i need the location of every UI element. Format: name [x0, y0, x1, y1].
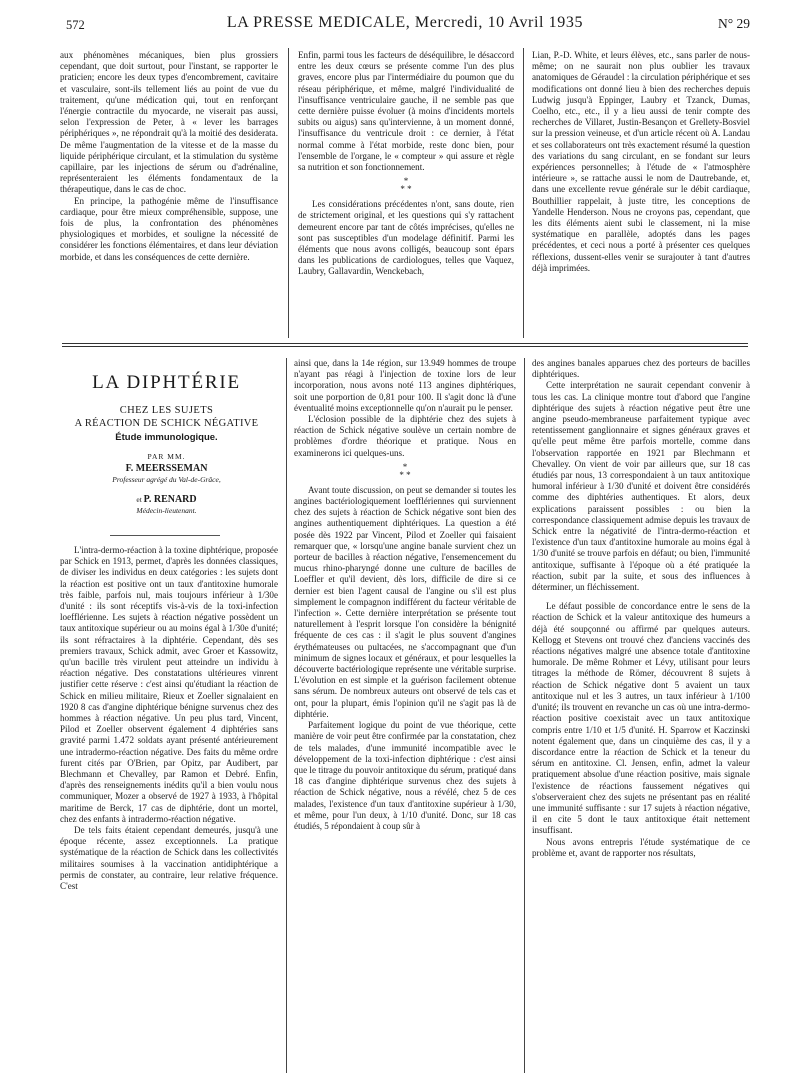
- top-column-2: [298, 50, 514, 340]
- paragraph: De tels faits étaient cependant demeurés, jusqu'à une époque récente, assez exceptionnels. La pratique systématique de la réaction de Schick dans les collectivités militaires soumises à la vaccination antidiphtérique a permis de constater, au contraire, leur relative fréquence. C'est: [60, 825, 278, 892]
- running-header: [60, 14, 750, 36]
- column-rule: [286, 358, 287, 1073]
- author-2-role: Médecin-lieutenant.: [136, 506, 197, 515]
- paragraph: Nous avons entrepris l'étude systématique de ce problème et, avant de rapporter nos résultats,: [532, 836, 750, 858]
- paragraph: En principe, la pathogénie même de l'insuffisance cardiaque, pour être mieux compréhensible, suppose, une fois de plus, la confrontation des phénomènes physiologiques et morbides, et souligne la nécessité de considérer les fonctions élémentaires, et dans leur déviation morbide, et dans les conséquences de cette dernière.: [60, 195, 278, 262]
- paragraph: Enfin, parmi tous les facteurs de déséquilibre, le désaccord entre les deux cœurs se présente comme l'un des plus graves, encore plus par l'intermédiaire du poumon que du réseau périphérique, et même, malgré l'individualité de l'insuffisance ventriculaire gauche, il ne semble pas que cette dernière puisse évoluer (à moins d'incidents mortels subits ou aigus) sans qu'intervienne, à un moment donné, l'insuffisance du ventricule droit : ce dernier, à l'état normal comme à l'état morbide, reste donc bien, pour l'ensemble de l'organe, le « compteur » qui assure et règle sa nutrition et son fonctionnement.: [298, 50, 514, 173]
- paragraph: aux phénomènes mécaniques, bien plus grossiers cependant, que doit surtout, pour l'instant, se rapporter le praticien; encore les deux types d'encombrement, cavitaire et vasculaire, sont-ils tellement liés au point de vue du traitement, qu'une médication qui, tout en renforçant l'énergie contractile du myocarde, ne viserait pas aussi, selon l'expression de Peter, à « lever les barrages périphériques », ne répondrait qu'à la moitié des desiderata. De même l'augmentation de la vitesse et de la masse du liquide périphérique circulant, et la stimulation du système capillaire, par les injections de sérum ou d'adrénaline, représenteraient les éléments fondamentaux de la thérapeutique, dans le cas de choc.: [60, 50, 278, 195]
- article-title: LA DIPHTÉRIE: [92, 372, 241, 393]
- column-rule: [288, 48, 289, 338]
- author-1: F. MEERSSEMAN: [125, 463, 208, 474]
- article-column-2: [294, 358, 516, 1075]
- paragraph: Le défaut possible de concordance entre le sens de la réaction de Schick et la valeur antitoxique des humeurs a déjà été soupçonné ou affirmé par quelques auteurs. Kellogg et Stevens ont trouvé chez d'anciens vaccinés des réactions négatives malgré une absence totale d'antitoxine humorale. De même Rohmer et Lévy, utilisant pour leurs titrages la méthode de Römer, découvrent 8 sujets à réaction de Schick négative dont 5 avaient un taux antitoxique nul et les 3 autres, un taux inférieur à 1/100 d'unité; ils trouvent en revanche un cas où une intra-dermo-réaction positive coexistait avec un taux antitoxique compris entre 1/10 et 1/5 d'unité. H. Sparrow et Kaczinski notent également que, dans un cinquième des cas, il y a discordance entre la réaction de Schick et la teneur du sérum en antitoxine. Cl. Jensen, enfin, admet la valeur pratiquement absolue d'une réaction positive, mais signale l'existence de réactions faussement négatives qui s'observeraient chez des sujets ne présentant pas en réalité une immunité suffisante : sur 17 sujets à réaction négative, il en cite 5 dont le taux antitoxique était nettement insuffisant.: [532, 601, 750, 836]
- article-subtitle-1: CHEZ LES SUJETS: [119, 405, 214, 416]
- journal-title: LA PRESSE MEDICALE, Mercredi, 10 Avril 1935: [226, 14, 584, 31]
- section-asterisks: * * *: [399, 461, 411, 480]
- paragraph: ainsi que, dans la 14e région, sur 13.949 hommes de troupe n'ayant pas réagi à l'injection de toxine lors de leur incorporation, nous avons noté 113 angines diphtériques, soit une porportion de 0,81 pour 100. Il s'agit donc là d'une éventualité moins exceptionnelle qu'on n'aurait pu le penser.: [294, 358, 516, 413]
- author-1-role: Professeur agrégé du Val-de-Grâce,: [112, 475, 221, 484]
- paragraph: Les considérations précédentes n'ont, sans doute, rien de strictement original, et les questions qui s'y rattachent demeurent encore par tant de côtés imprécises, qu'elles ne sont pas susceptibles d'un modelage définitif. Parmi les éléments que nous avons colligés, beaucoup sont épars dans les publications de cardiologues, telles que Vaquez, Laubry, Gallavardin, Wenckebach,: [298, 199, 514, 277]
- section-asterisks: * * *: [400, 176, 412, 195]
- paragraph: Lian, P.-D. White, et leurs élèves, etc., sans parler de nous-même; on ne saurait non plus oublier les travaux anatomiques de Géraudel : la circulation périphérique et ses modifications ont donné lieu à bien des recherches depuis Ludwig jusqu'à Eppinger, Laubry et Tzanck, Dumas, Coelho, etc., etc., il y a lieu aussi de tenir compte des recherches de Villaret, Justin-Besançon et Grellety-Bosviel sur la pression veineuse, et d'un article récent où A. Landau et ses collaborateurs ont très exactement résumé la question des variations du sang circulant, en se fondant sur leurs expériences personnelles; à l'étude de « l'atmosphère intérieure », se rattache aussi le nom de Dautrebande, et, dans une excellente revue générale sur le débit cardiaque, Bouthillier rappelait, à juste titre, les conceptions de Yandelle Henderson. Nous ne croyons pas, cependant, que les dits éléments aient subi le classement, ni la mise systématique en parallèle, adoptés dans les pages précédentes, et ceci nous a porté à présenter ces quelques réflexions, dussent-elles venir se surajouter à tant d'autres déjà imprimées.: [532, 50, 750, 273]
- column-rule: [523, 48, 524, 338]
- issue-number: N° 29: [717, 16, 750, 31]
- article-column-3: [532, 358, 750, 1075]
- paragraph: Cette interprétation ne saurait cependant convenir à tous les cas. La clinique montre tout d'abord que l'angine diphtérique des sujets à réaction négative peut être une angine pseudo-membraneuse parfaitement typique avec retentissement ganglionnaire et signes généraux graves et qu'elle peut même être parfois mortelle, comme dans l'observation rapportée en 1921 par Blechmann et Chevalley. On vient de voir par ailleurs que, sur 18 cas étudiés par nous, 13 correspondaient à un taux antitoxique humoral inférieur à 1/30 d'unité et doivent être considérés comme des diphtéries authentiques. Et alors, deux explications paraissent possibles : ou bien la correspondance classiquement admise depuis les travaux de Schick entre la négativité de l'intra-dermo-réaction et l'existence d'un taux d'antitoxine humorale au moins égal à 1/30 d'unité se trouve parfois en défaut; ou bien, l'immunité antitoxique, suffisante à l'époque où a été pratiquée la réaction, subit par la suite, et sous des influences à déterminer, un fléchissement.: [532, 380, 750, 593]
- byline-prefix: PAR MM.: [147, 452, 186, 461]
- paragraph: L'éclosion possible de la diphtérie chez des sujets à réaction de Schick négative soulève un certain nombre de problèmes d'ordre théorique et pratique. Nous en examinerons ici quelques-uns.: [294, 414, 516, 458]
- paragraph: Avant toute discussion, on peut se demander si toutes les angines bactériologiquement loefflériennes qui surviennent chez des sujets à réaction de Schick négative sont bien des angines authentiquement diphtériques. La question a été posée dès 1922 par Vincent, Pilod et Zoeller qui faisaient remarquer que, « lorsqu'une angine banale survient chez un porteur de bacilles à réaction négative, l'ensemencement du mucus rhino-pharyngé donne une culture de bacilles de Loeffler et qu'il devient, dès lors, difficile de dire si ce dernier est bien l'agent causal de l'angine ou s'il est plus simplement le compagnon indifférent du facteur véritable de l'infection ». Cette dernière interprétation se présente tout naturellement à l'esprit lorsque l'on considère la bénignité fréquente de ces cas : il s'agit le plus souvent d'angines érythémateuses ou pultacées, ne s'accompagnant que d'un minimum de signes locaux et généraux, et pour lesquelles la découverte bactériologique représente une véritable surprise. L'évolution en est simple et la guérison facilement obtenue sans sérum. De nombreux auteurs ont observé de tels cas et ont, pour la plupart, émis l'opinion qu'il ne s'agit pas là de diphtérie.: [294, 484, 516, 719]
- paragraph: Parfaitement logique du point de vue théorique, cette manière de voir peut être confirmée par la constatation, chez de tels malades, d'une immunité incompatible avec le développement de la toxi-infection diphtérique : c'est ainsi que le titrage du pouvoir antitoxique du sérum, pratiqué dans 18 cas d'angine diphtérique survenus chez des sujets à réaction de Schick négative, nous a révélé, chez 5 de ces malades, l'existence d'un taux d'antitoxine supérieur à 1/30, et même, pour l'un deux, à 1/10 d'unité. Donc, sur 18 cas étudiés, 5 répondaient à coup sûr à: [294, 720, 516, 831]
- byline-and: et: [136, 495, 142, 504]
- top-column-1: [60, 50, 278, 340]
- column-rule: [524, 358, 525, 1073]
- article-column-1: [60, 545, 278, 1075]
- article-study-type: Étude immunologique.: [115, 432, 218, 443]
- author-2: P. RENARD: [143, 494, 197, 505]
- article-title-block: [64, 372, 269, 515]
- top-column-3: [532, 50, 750, 340]
- article-subtitle-2: A RÉACTION DE SCHICK NÉGATIVE: [74, 418, 259, 429]
- paragraph: L'intra-dermo-réaction à la toxine diphtérique, proposée par Schick en 1913, permet, d'après les données classiques, de diviser les individus en deux catégories : les sujets dont la réaction est positive ont un taux d'antitoxine humorale très faible, parfois nul, mais toujours inférieur à 1/30e d'unité : ils sont réceptifs vis-à-vis de la toxi-infection loefflérienne. Les sujets à réaction négative possèdent un taux antitoxique supérieur ou au moins égal à 1/30e d'unité; ils sont réfractaires à la diphtérie. Cependant, dès ses premiers travaux, Schick admit, avec Groer et Kassowitz, qu'un bacille très virulent peut atteindre un individu à réaction négative. Des constatations ultérieures vinrent justifier cette réserve : c'est ainsi qu'étudiant la réaction de Schick en milieu militaire, Rieux et Zoeller signalaient en 1920 8 cas d'angine diphtérique bénigne survenus chez des hommes à réaction négative. Un peu plus tard, Vincent, Pilod et Zoeller observent également 4 diphtéries sans gravité parmi 1.472 soldats ayant présenté antérieurement une intradermo-réaction négative. Des faits du même ordre furent cités par O'Brien, par Opitz, par Audibert, par Blechmann et Chevalley, par Ramon et Debré. Enfin, d'après des renseignements inédits qu'il a bien voulu nous communiquer, Mozer a observé de 1927 à 1933, à l'hôpital maritime de Berck, 17 cas de diphtérie, dont un mortel, chez des enfants à intradermo-réaction négative.: [60, 545, 278, 824]
- paragraph: des angines banales apparues chez des porteurs de bacilles diphtériques.: [532, 358, 750, 380]
- title-rule: [110, 535, 220, 536]
- page-number: 572: [66, 18, 85, 32]
- section-separator: [62, 343, 748, 347]
